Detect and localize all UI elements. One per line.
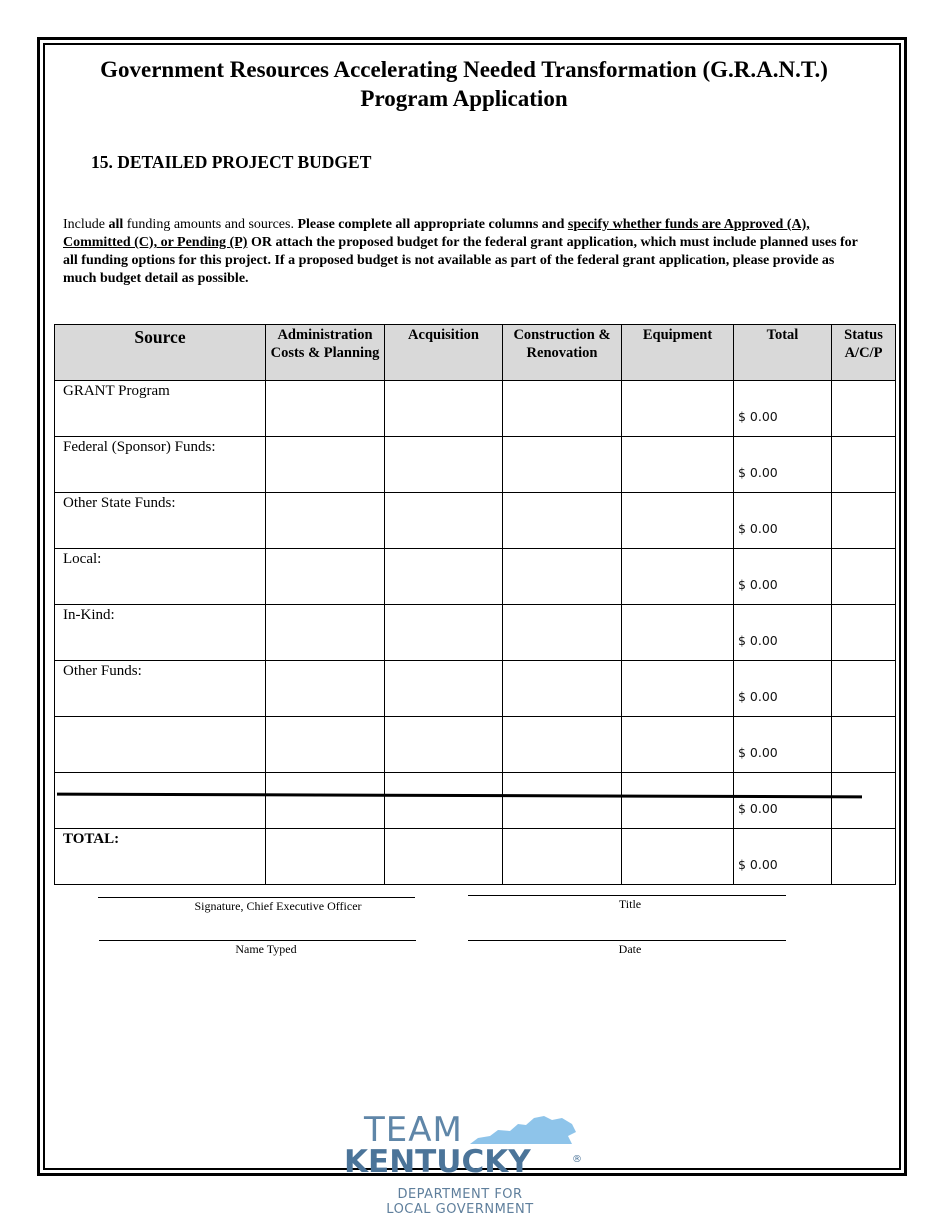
total-cell: $ 0.00: [734, 437, 832, 493]
admin-cell[interactable]: [266, 437, 385, 493]
header-status: Status A/C/P: [832, 325, 896, 381]
instructions-bold-text: Please complete all appropriate columns and: [297, 217, 568, 232]
instructions-emphasis: all: [108, 217, 124, 232]
instructions-text: funding amounts and sources.: [123, 217, 298, 232]
table-row: [55, 717, 896, 773]
equipment-cell[interactable]: [622, 549, 734, 605]
admin-cell[interactable]: [266, 381, 385, 437]
total-cell: $ 0.00: [734, 493, 832, 549]
document-title: [45, 55, 883, 113]
total-cell: $ 0.00: [734, 829, 832, 885]
status-cell[interactable]: [832, 605, 896, 661]
total-cell: $ 0.00: [734, 717, 832, 773]
logo-dept-line-2: LOCAL GOVERNMENT: [386, 1202, 534, 1217]
table-row: [55, 549, 896, 605]
equipment-cell[interactable]: [622, 605, 734, 661]
header-total: Total: [734, 325, 832, 381]
status-cell[interactable]: [832, 661, 896, 717]
header-source: Source: [55, 325, 266, 381]
title-line-2: Program Application: [360, 86, 568, 111]
status-cell[interactable]: [832, 717, 896, 773]
status-cell[interactable]: [832, 549, 896, 605]
logo-department-text: [360, 1187, 560, 1217]
name-typed-line[interactable]: [99, 940, 416, 941]
row-source-label: [55, 773, 266, 829]
construction-cell[interactable]: [503, 493, 622, 549]
equipment-cell[interactable]: [622, 437, 734, 493]
row-source-label: Local:: [55, 549, 266, 605]
construction-cell[interactable]: [503, 437, 622, 493]
acquisition-cell[interactable]: [385, 661, 503, 717]
header-acquisition: Acquisition: [385, 325, 503, 381]
status-cell[interactable]: [832, 773, 896, 829]
status-cell[interactable]: [832, 381, 896, 437]
construction-cell[interactable]: [503, 549, 622, 605]
section-heading: 15. DETAILED PROJECT BUDGET: [91, 152, 372, 172]
name-typed-label: Name Typed: [235, 942, 297, 956]
row-source-label: Other Funds:: [55, 661, 266, 717]
header-construction: Construction & Renovation: [503, 325, 622, 381]
admin-cell[interactable]: [266, 605, 385, 661]
table-row: [55, 437, 896, 493]
row-source-label: [55, 717, 266, 773]
date-line[interactable]: [468, 940, 786, 941]
acquisition-cell[interactable]: [385, 717, 503, 773]
acquisition-cell[interactable]: [385, 493, 503, 549]
budget-table: [54, 324, 896, 885]
admin-cell[interactable]: [266, 773, 385, 829]
equipment-cell[interactable]: [622, 381, 734, 437]
total-cell: $ 0.00: [734, 773, 832, 829]
admin-cell[interactable]: [266, 829, 385, 885]
admin-cell[interactable]: [266, 493, 385, 549]
logo-team-text: TEAM: [364, 1110, 463, 1150]
budget-header-row: [55, 325, 896, 381]
total-cell: $ 0.00: [734, 661, 832, 717]
logo-dept-line-1: DEPARTMENT FOR: [397, 1187, 523, 1202]
table-row: [55, 773, 896, 829]
status-cell[interactable]: [832, 829, 896, 885]
instructions-underlined-text: specify whether funds are Approved (A), Committed (C), or Pending (P): [63, 217, 810, 250]
instructions-text: Include: [63, 217, 109, 232]
row-source-label: GRANT Program: [55, 381, 266, 437]
title-line[interactable]: [468, 895, 786, 896]
admin-cell[interactable]: [266, 717, 385, 773]
construction-cell[interactable]: [503, 773, 622, 829]
row-source-label: In-Kind:: [55, 605, 266, 661]
header-equipment: Equipment: [622, 325, 734, 381]
acquisition-cell[interactable]: [385, 437, 503, 493]
instructions-bold-text: OR attach the proposed budget for the federal grant application, which must include planned uses for all funding options for this project. If a proposed budget is not available as part of the federal grant application, please provide as much budget detail as possible.: [63, 235, 858, 286]
acquisition-cell[interactable]: [385, 773, 503, 829]
construction-cell[interactable]: [503, 605, 622, 661]
total-cell: $ 0.00: [734, 381, 832, 437]
admin-cell[interactable]: [266, 549, 385, 605]
team-kentucky-logo: [340, 1108, 590, 1218]
equipment-cell[interactable]: [622, 493, 734, 549]
logo-kentucky-text: KENTUCKY: [344, 1144, 531, 1180]
construction-cell[interactable]: [503, 381, 622, 437]
row-source-label: TOTAL:: [55, 829, 266, 885]
registered-mark: ®: [572, 1154, 582, 1165]
signature-label: Signature, Chief Executive Officer: [194, 899, 362, 913]
row-source-label: Federal (Sponsor) Funds:: [55, 437, 266, 493]
total-cell: $ 0.00: [734, 605, 832, 661]
table-row: [55, 381, 896, 437]
acquisition-cell[interactable]: [385, 605, 503, 661]
table-row: [55, 829, 896, 885]
date-label: Date: [618, 942, 642, 956]
title-label: Title: [618, 897, 642, 911]
instructions-paragraph: [63, 216, 863, 288]
kentucky-map-icon: [468, 1114, 578, 1148]
equipment-cell[interactable]: [622, 661, 734, 717]
row-source-label: Other State Funds:: [55, 493, 266, 549]
total-cell: $ 0.00: [734, 549, 832, 605]
table-row: [55, 493, 896, 549]
acquisition-cell[interactable]: [385, 549, 503, 605]
equipment-cell[interactable]: [622, 773, 734, 829]
acquisition-cell[interactable]: [385, 829, 503, 885]
status-cell[interactable]: [832, 437, 896, 493]
title-line-1: Government Resources Accelerating Needed Transformation (G.R.A.N.T.): [100, 57, 828, 82]
equipment-cell[interactable]: [622, 829, 734, 885]
admin-cell[interactable]: [266, 661, 385, 717]
construction-cell[interactable]: [503, 717, 622, 773]
construction-cell[interactable]: [503, 829, 622, 885]
signature-line[interactable]: [98, 897, 415, 898]
construction-cell[interactable]: [503, 661, 622, 717]
status-cell[interactable]: [832, 493, 896, 549]
acquisition-cell[interactable]: [385, 381, 503, 437]
equipment-cell[interactable]: [622, 717, 734, 773]
header-administration: Administration Costs & Planning: [266, 325, 385, 381]
table-row: [55, 661, 896, 717]
table-row: [55, 605, 896, 661]
